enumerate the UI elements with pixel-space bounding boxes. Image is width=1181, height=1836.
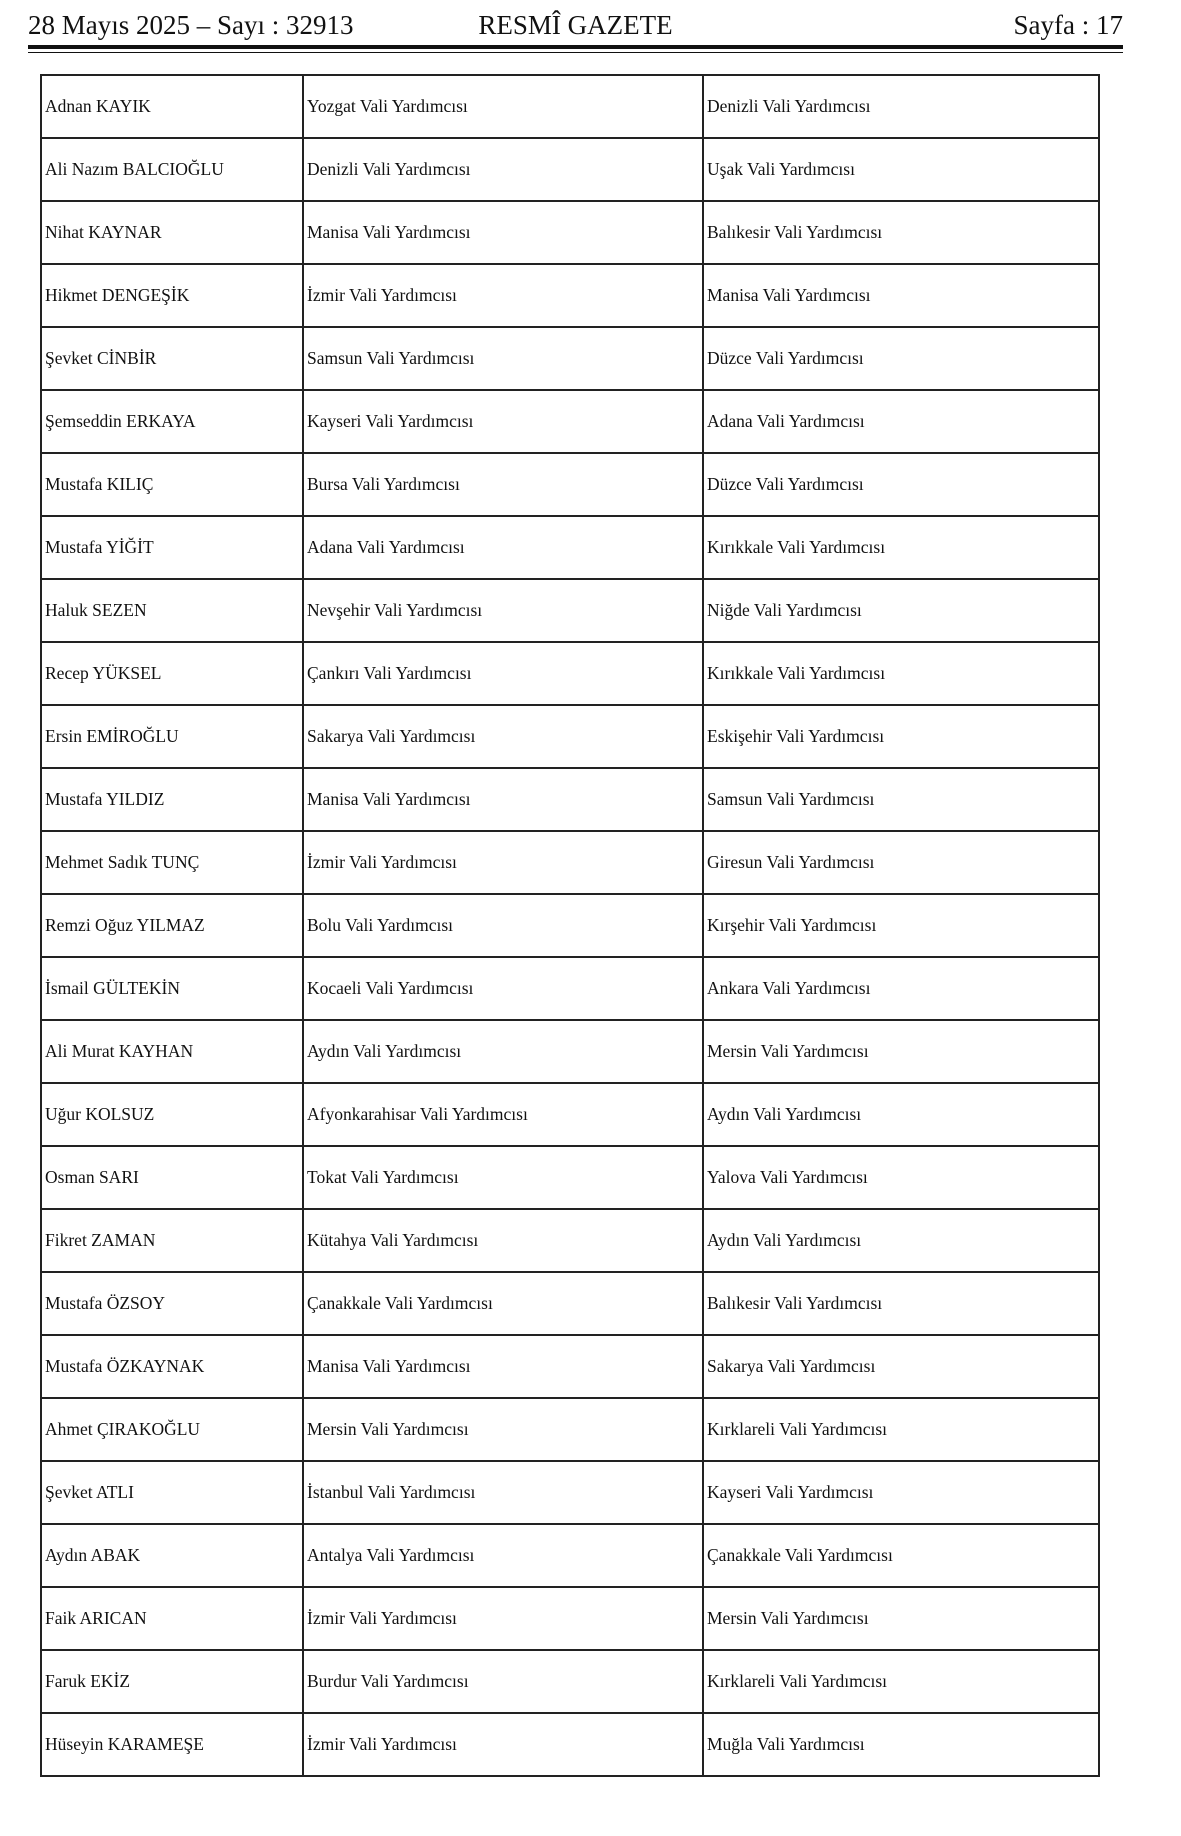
new-post-cell: Sakarya Vali Yardımcısı — [703, 1335, 1099, 1398]
new-post-cell: Çanakkale Vali Yardımcısı — [703, 1524, 1099, 1587]
header-rule-thick — [28, 45, 1123, 49]
table-row — [41, 453, 1099, 516]
new-post-cell: Adana Vali Yardımcısı — [703, 390, 1099, 453]
table-row — [41, 1524, 1099, 1587]
table-row — [41, 1650, 1099, 1713]
current-post-cell: Mersin Vali Yardımcısı — [303, 1398, 703, 1461]
new-post-cell: Manisa Vali Yardımcısı — [703, 264, 1099, 327]
new-post-cell: Aydın Vali Yardımcısı — [703, 1209, 1099, 1272]
current-post-cell: İstanbul Vali Yardımcısı — [303, 1461, 703, 1524]
current-post-cell: Manisa Vali Yardımcısı — [303, 1335, 703, 1398]
name-cell: Osman SARI — [41, 1146, 303, 1209]
current-post-cell: Burdur Vali Yardımcısı — [303, 1650, 703, 1713]
current-post-cell: İzmir Vali Yardımcısı — [303, 264, 703, 327]
table-row — [41, 831, 1099, 894]
new-post-cell: Balıkesir Vali Yardımcısı — [703, 1272, 1099, 1335]
new-post-cell: Uşak Vali Yardımcısı — [703, 138, 1099, 201]
new-post-cell: Yalova Vali Yardımcısı — [703, 1146, 1099, 1209]
current-post-cell: Kayseri Vali Yardımcısı — [303, 390, 703, 453]
new-post-cell: Düzce Vali Yardımcısı — [703, 327, 1099, 390]
table-row — [41, 1398, 1099, 1461]
name-cell: İsmail GÜLTEKİN — [41, 957, 303, 1020]
table-row — [41, 1713, 1099, 1776]
table-row — [41, 1272, 1099, 1335]
page-header — [28, 8, 1123, 42]
table-row — [41, 327, 1099, 390]
name-cell: Hüseyin KARAMEŞE — [41, 1713, 303, 1776]
new-post-cell: Kırşehir Vali Yardımcısı — [703, 894, 1099, 957]
new-post-cell: Aydın Vali Yardımcısı — [703, 1083, 1099, 1146]
current-post-cell: Adana Vali Yardımcısı — [303, 516, 703, 579]
table-row — [41, 705, 1099, 768]
table-row — [41, 642, 1099, 705]
appointments-table — [40, 74, 1100, 1777]
new-post-cell: Mersin Vali Yardımcısı — [703, 1020, 1099, 1083]
current-post-cell: Çanakkale Vali Yardımcısı — [303, 1272, 703, 1335]
current-post-cell: Nevşehir Vali Yardımcısı — [303, 579, 703, 642]
new-post-cell: Düzce Vali Yardımcısı — [703, 453, 1099, 516]
new-post-cell: Kırıkkale Vali Yardımcısı — [703, 642, 1099, 705]
current-post-cell: Bolu Vali Yardımcısı — [303, 894, 703, 957]
name-cell: Ali Nazım BALCIOĞLU — [41, 138, 303, 201]
table-row — [41, 1461, 1099, 1524]
issue-date: 28 Mayıs 2025 – Sayı : 32913 — [28, 10, 354, 40]
new-post-cell: Kırklareli Vali Yardımcısı — [703, 1398, 1099, 1461]
table-row — [41, 201, 1099, 264]
name-cell: Şevket CİNBİR — [41, 327, 303, 390]
name-cell: Adnan KAYIK — [41, 75, 303, 138]
current-post-cell: İzmir Vali Yardımcısı — [303, 1713, 703, 1776]
name-cell: Uğur KOLSUZ — [41, 1083, 303, 1146]
name-cell: Mustafa YİĞİT — [41, 516, 303, 579]
current-post-cell: Denizli Vali Yardımcısı — [303, 138, 703, 201]
new-post-cell: Kayseri Vali Yardımcısı — [703, 1461, 1099, 1524]
name-cell: Recep YÜKSEL — [41, 642, 303, 705]
table-row — [41, 1146, 1099, 1209]
new-post-cell: Samsun Vali Yardımcısı — [703, 768, 1099, 831]
current-post-cell: Afyonkarahisar Vali Yardımcısı — [303, 1083, 703, 1146]
current-post-cell: Manisa Vali Yardımcısı — [303, 201, 703, 264]
gazette-title: RESMÎ GAZETE — [478, 10, 673, 40]
table-row — [41, 1587, 1099, 1650]
current-post-cell: Sakarya Vali Yardımcısı — [303, 705, 703, 768]
current-post-cell: İzmir Vali Yardımcısı — [303, 1587, 703, 1650]
new-post-cell: Muğla Vali Yardımcısı — [703, 1713, 1099, 1776]
current-post-cell: Bursa Vali Yardımcısı — [303, 453, 703, 516]
current-post-cell: Yozgat Vali Yardımcısı — [303, 75, 703, 138]
current-post-cell: Çankırı Vali Yardımcısı — [303, 642, 703, 705]
table-row — [41, 1083, 1099, 1146]
name-cell: Ahmet ÇIRAKOĞLU — [41, 1398, 303, 1461]
new-post-cell: Niğde Vali Yardımcısı — [703, 579, 1099, 642]
header-rule-thin — [28, 52, 1123, 53]
name-cell: Mustafa ÖZSOY — [41, 1272, 303, 1335]
table-row — [41, 957, 1099, 1020]
name-cell: Hikmet DENGEŞİK — [41, 264, 303, 327]
name-cell: Mustafa ÖZKAYNAK — [41, 1335, 303, 1398]
table-row — [41, 1335, 1099, 1398]
name-cell: Faik ARICAN — [41, 1587, 303, 1650]
table-row — [41, 75, 1099, 138]
current-post-cell: Tokat Vali Yardımcısı — [303, 1146, 703, 1209]
name-cell: Ersin EMİROĞLU — [41, 705, 303, 768]
table-row — [41, 1020, 1099, 1083]
table-row — [41, 894, 1099, 957]
new-post-cell: Denizli Vali Yardımcısı — [703, 75, 1099, 138]
new-post-cell: Ankara Vali Yardımcısı — [703, 957, 1099, 1020]
name-cell: Şevket ATLI — [41, 1461, 303, 1524]
name-cell: Şemseddin ERKAYA — [41, 390, 303, 453]
name-cell: Ali Murat KAYHAN — [41, 1020, 303, 1083]
name-cell: Haluk SEZEN — [41, 579, 303, 642]
appointments-table-body — [41, 75, 1099, 1776]
name-cell: Aydın ABAK — [41, 1524, 303, 1587]
name-cell: Mustafa KILIÇ — [41, 453, 303, 516]
name-cell: Mehmet Sadık TUNÇ — [41, 831, 303, 894]
table-row — [41, 579, 1099, 642]
current-post-cell: Samsun Vali Yardımcısı — [303, 327, 703, 390]
table-row — [41, 264, 1099, 327]
new-post-cell: Kırklareli Vali Yardımcısı — [703, 1650, 1099, 1713]
new-post-cell: Eskişehir Vali Yardımcısı — [703, 705, 1099, 768]
current-post-cell: Kocaeli Vali Yardımcısı — [303, 957, 703, 1020]
current-post-cell: Aydın Vali Yardımcısı — [303, 1020, 703, 1083]
new-post-cell: Balıkesir Vali Yardımcısı — [703, 201, 1099, 264]
current-post-cell: Antalya Vali Yardımcısı — [303, 1524, 703, 1587]
name-cell: Mustafa YILDIZ — [41, 768, 303, 831]
table-row — [41, 1209, 1099, 1272]
table-row — [41, 138, 1099, 201]
name-cell: Fikret ZAMAN — [41, 1209, 303, 1272]
new-post-cell: Giresun Vali Yardımcısı — [703, 831, 1099, 894]
new-post-cell: Kırıkkale Vali Yardımcısı — [703, 516, 1099, 579]
current-post-cell: Kütahya Vali Yardımcısı — [303, 1209, 703, 1272]
table-row — [41, 516, 1099, 579]
name-cell: Faruk EKİZ — [41, 1650, 303, 1713]
table-row — [41, 768, 1099, 831]
table-row — [41, 390, 1099, 453]
name-cell: Nihat KAYNAR — [41, 201, 303, 264]
current-post-cell: Manisa Vali Yardımcısı — [303, 768, 703, 831]
new-post-cell: Mersin Vali Yardımcısı — [703, 1587, 1099, 1650]
page-number: Sayfa : 17 — [1013, 10, 1123, 40]
current-post-cell: İzmir Vali Yardımcısı — [303, 831, 703, 894]
name-cell: Remzi Oğuz YILMAZ — [41, 894, 303, 957]
